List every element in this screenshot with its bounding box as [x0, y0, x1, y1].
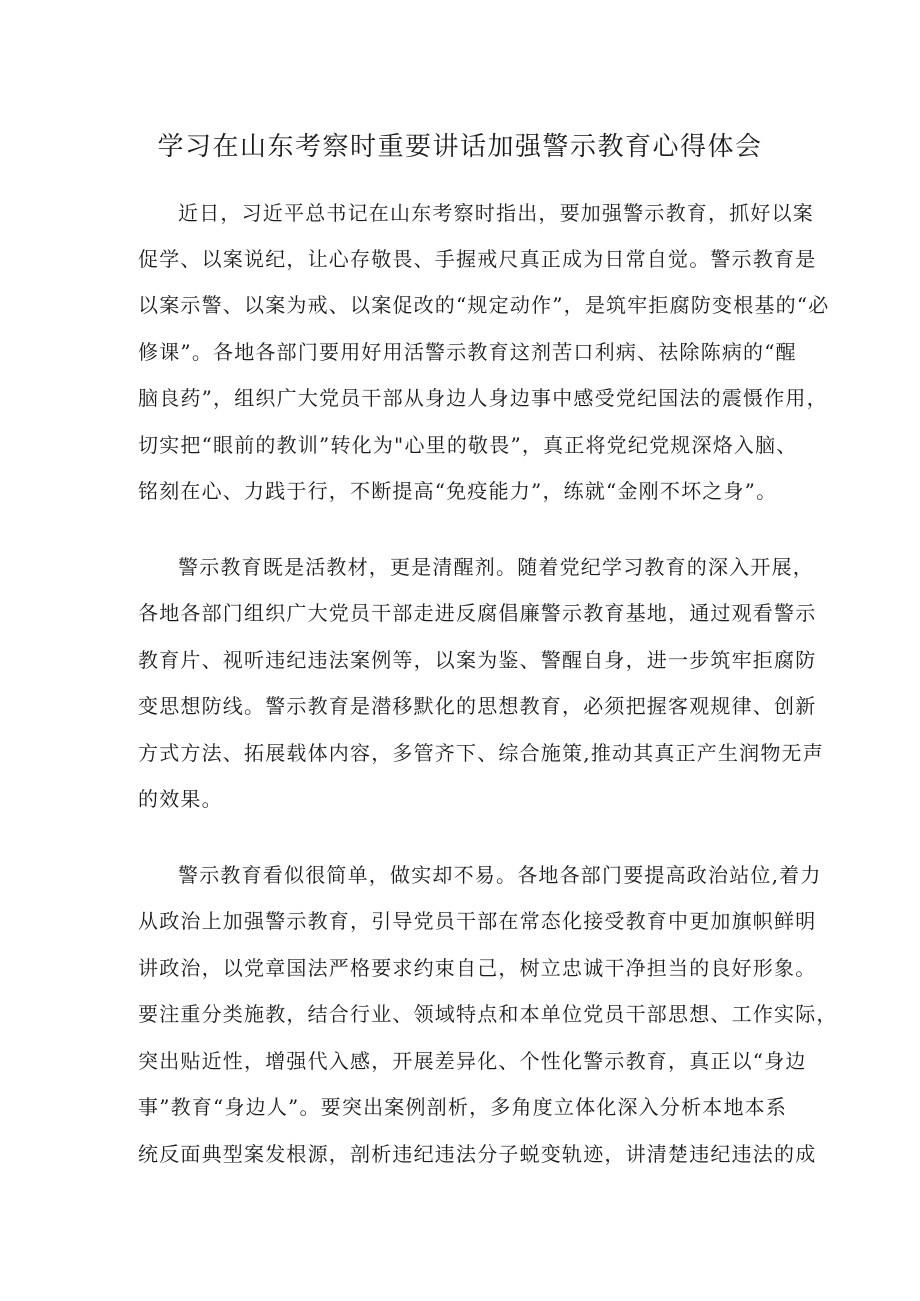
- paragraph-2-line-2: 各地各部门组织广大党员干部走进反腐倡廉警示教育基地，通过观看警示: [138, 601, 817, 625]
- paragraph-1-line-6: 切实把“眼前的教训”转化为"心里的敬畏”，真正将党纪党规深烙入脑、: [138, 433, 798, 457]
- paragraph-2-line-1: 警示教育既是活教材，更是清醒剂。随着党纪学习教育的深入开展，: [178, 555, 814, 579]
- paragraph-3-line-1: 警示教育看似很简单，做实却不易。各地各部门要提高政治站位,着力: [178, 863, 822, 887]
- paragraph-1-line-2: 促学、以案说纪，让心存敬畏、手握戒尺真正成为日常自觉。警示教育是: [138, 247, 817, 271]
- paragraph-3-line-7: 统反面典型案发根源，剖析违纪违法分子蜕变轨迹，讲清楚违纪违法的成: [138, 1142, 817, 1166]
- paragraph-1-line-4: 修课”。各地各部门要用好用活警示教育这剂苦口利病、祛除陈病的“醒: [138, 340, 797, 364]
- paragraph-2-line-3: 教育片、视听违纪违法案例等，以案为鉴、警醒自身，进一步筑牢拒腐防: [138, 648, 817, 672]
- paragraph-3-line-5: 突出贴近性，增强代入感，开展差异化、个性化警示教育，真正以“身边: [138, 1049, 807, 1073]
- paragraph-2-line-4: 变思想防线。警示教育是潜移默化的思想教育，必须把握客观规律、创新: [138, 694, 817, 718]
- paragraph-3-line-6: 事”教育“身边人”。要突出案例剖析，多角度立体化深入分析本地本系: [138, 1095, 788, 1119]
- paragraph-1-line-1: 近日，习近平总书记在山东考察时指出，要加强警示教育，抓好以案: [178, 201, 814, 225]
- paragraph-2-line-6: 的效果。: [138, 787, 223, 811]
- paragraph-3-line-3: 讲政治，以党章国法严格要求约束自己，树立忠诚干净担当的良好形象。: [138, 956, 817, 980]
- document-title: 学习在山东考察时重要讲话加强警示教育心得体会: [157, 132, 763, 162]
- paragraph-2-line-5: 方式方法、拓展载体内容，多管齐下、综合施策,推动其真正产生润物无声: [138, 741, 824, 765]
- paragraph-1-line-5: 脑良药”，组织广大党员干部从身边人身边事中感受党纪国法的震慑作用，: [138, 386, 828, 410]
- paragraph-1-line-3: 以案示警、以案为戒、以案促改的“规定动作”，是筑牢拒腐防变根基的“必: [138, 293, 830, 317]
- paragraph-3-line-4: 要注重分类施教，结合行业、领域特点和本单位党员干部思想、工作实际，: [138, 1002, 838, 1026]
- paragraph-3-line-2: 从政治上加强警示教育，引导党员干部在常态化接受教育中更加旗帜鲜明: [138, 909, 817, 933]
- paragraph-1-line-7: 铭刻在心、力践于行，不断提高“免疫能力”，练就“金刚不坏之身”。: [138, 479, 778, 503]
